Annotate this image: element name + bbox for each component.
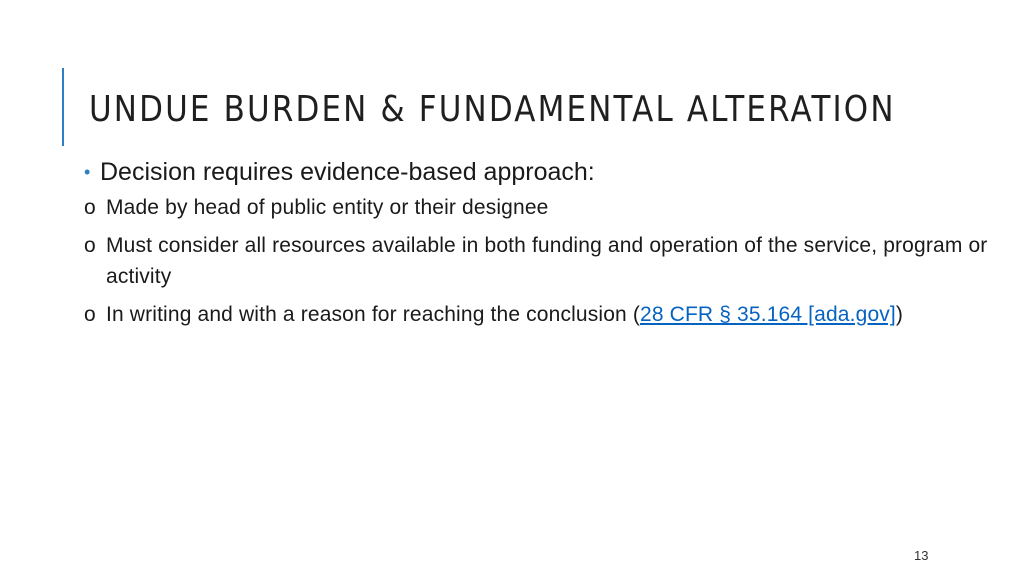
sub-bullet-writing: [80, 299, 1000, 330]
page-number: 13: [914, 548, 929, 563]
sub-bullet-text-before: In writing and with a reason for reaching the conclusion (: [106, 303, 640, 326]
bullet-marker: •: [84, 162, 91, 182]
sub-bullet-list: [80, 192, 1000, 330]
slide-content: [80, 152, 1000, 337]
sub-bullet-marker: o: [84, 196, 96, 219]
bullet-text: Decision requires evidence-based approach:: [100, 158, 595, 186]
sub-bullet-text-after: ): [895, 303, 904, 326]
sub-bullet-text: Made by head of public entity or their designee: [106, 196, 549, 219]
cfr-link[interactable]: 28 CFR § 35.164 [ada.gov]: [640, 303, 896, 326]
slide-title: UNDUE BURDEN & FUNDAMENTAL ALTERATION: [89, 89, 896, 130]
bullet-decision: [80, 152, 1000, 192]
sub-bullet-designee: [80, 192, 1000, 223]
sub-bullet-text: Must consider all resources available in both funding and operation of the service, program or activity: [106, 234, 988, 288]
sub-bullet-marker: o: [84, 234, 96, 257]
sub-bullet-marker: o: [84, 303, 96, 326]
sub-bullet-resources: [80, 230, 1000, 292]
title-accent-bar: [62, 68, 64, 146]
